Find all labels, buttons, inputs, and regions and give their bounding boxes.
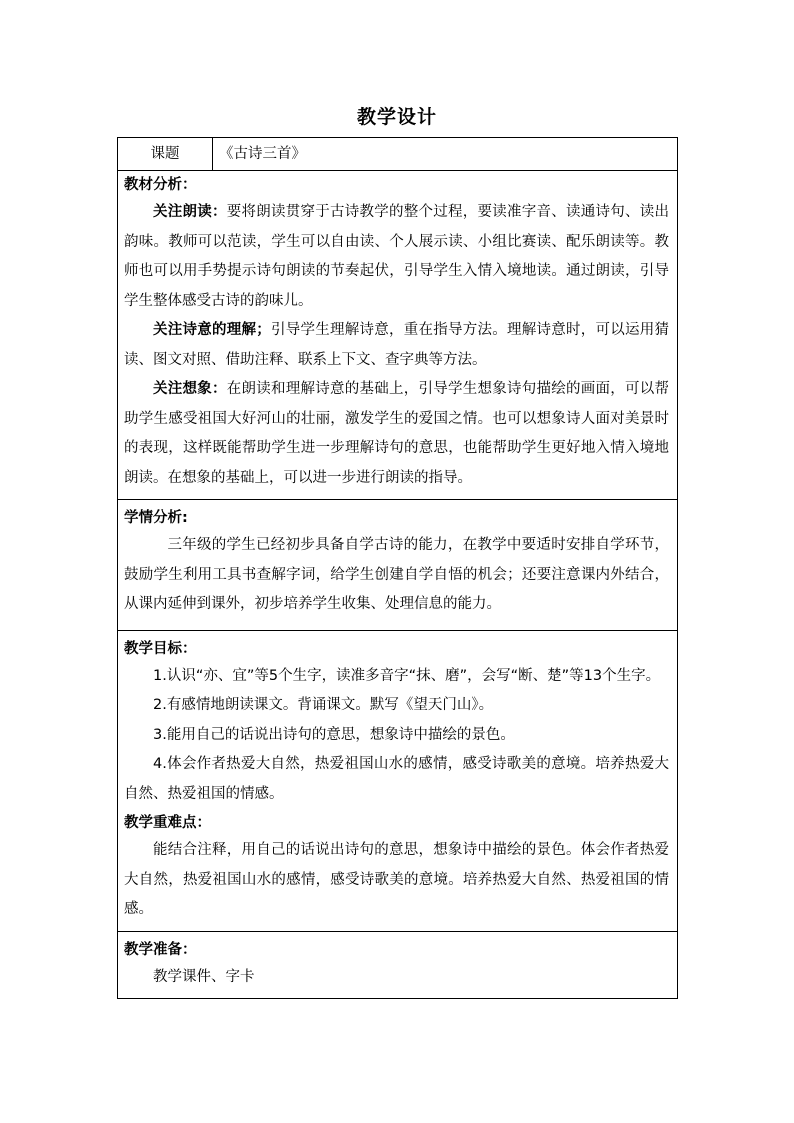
learner-analysis-section [118, 500, 678, 631]
paragraph-text: 要将朗读贯穿于古诗教学的整个过程，要读准字音、读通诗句、读出韵味。教师可以范读，学生可以自由读、个人展示读、小组比赛读、配乐朗读等。教师也可以用手势提示诗句朗读的节奏起伏，引导学生入情入境地读。通过朗读，引导学生整体感受古诗的韵味儿。 [124, 204, 669, 309]
objectives-heading: 教学目标： [124, 640, 197, 657]
paragraph-lead: 关注朗读： [153, 204, 227, 220]
preparation-text: 教学课件、字卡 [153, 968, 255, 985]
objectives-section [118, 630, 678, 931]
objective-item: 1.认识“亦、宜”等5个生字，读准多音字“抹、磨”，会写“断、楚”等13个生字。 [153, 667, 661, 684]
objective-item: 3.能用自己的话说出诗句的意思，想象诗中描绘的景色。 [153, 726, 515, 743]
key-points-text: 能结合注释，用自己的话说出诗句的意思，想象诗中描绘的景色。体会作者热爱大自然，热爱祖国山水的感情，感受诗歌美的意境。培养热爱大自然、热爱祖国的情感。 [124, 842, 669, 917]
topic-row [118, 138, 678, 171]
preparation-section [118, 931, 678, 999]
objectives-row [118, 630, 678, 931]
preparation-row [118, 931, 678, 999]
key-points-heading: 教学重难点： [124, 815, 211, 831]
material-paragraph [124, 375, 669, 493]
objective-item: 4.体会作者热爱大自然，热爱祖国山水的感情，感受诗歌美的意境。培养热爱大自然、热爱祖国的情感。 [124, 756, 669, 802]
material-paragraph [124, 198, 669, 316]
paragraph-text: 在朗读和理解诗意的基础上，引导学生想象诗句描绘的画面，可以帮助学生感受祖国大好河山的壮丽，激发学生的爱国之情。也可以想象诗人面对美景时的表现，这样既能帮助学生进一步理解诗句的意思，也能帮助学生更好地入情入境地朗读。在想象的基础上，可以进一步进行朗读的指导。 [124, 381, 669, 486]
objective-item: 2.有感情地朗读课文。背诵课文。默写《望天门山》。 [153, 697, 494, 713]
material-analysis-row [118, 171, 678, 500]
learner-analysis-row [118, 500, 678, 631]
lesson-design-table [117, 137, 678, 999]
material-analysis-section [118, 171, 678, 500]
topic-value: 《古诗三首》 [213, 138, 678, 171]
paragraph-text: 引导学生理解诗意，重在指导方法。理解诗意时，可以运用猜读、图文对照、借助注释、联系上下文、查字典等方法。 [124, 322, 669, 368]
material-analysis-heading: 教材分析： [124, 177, 197, 193]
topic-label: 课题 [118, 138, 213, 171]
learner-analysis-heading: 学情分析: [124, 510, 188, 526]
learner-analysis-text: 三年级的学生已经初步具备自学古诗的能力，在教学中要适时安排自学环节，鼓励学生利用工具书查解字词，给学生创建自学自悟的机会；还要注意课内外结合，从课内延伸到课外，初步培养学生收集、处理信息的能力。 [124, 537, 669, 612]
material-paragraph [124, 316, 669, 375]
paragraph-lead: 关注诗意的理解； [153, 322, 271, 338]
preparation-heading: 教学准备： [124, 941, 197, 958]
page-title: 教学设计 [356, 106, 437, 128]
paragraph-lead: 关注想象： [153, 381, 227, 397]
